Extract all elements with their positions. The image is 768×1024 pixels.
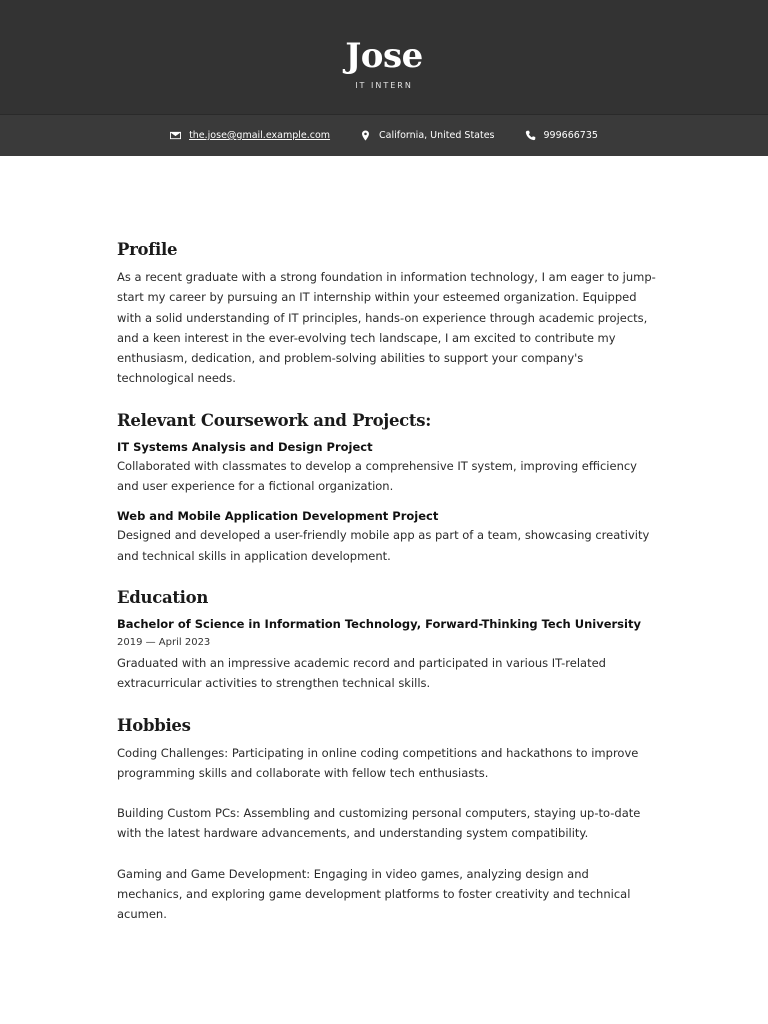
profile-section xyxy=(117,240,657,389)
hobby-item: Gaming and Game Development: Engaging in video games, analyzing design and mechanics, and exploring game development platforms to foster creativity and technical acumen. xyxy=(117,866,631,922)
contact-phone xyxy=(525,130,598,141)
section-heading-coursework: Relevant Coursework and Projects: xyxy=(117,410,432,430)
entry-description: Collaborated with classmates to develop a comprehensive IT system, improving efficiency and user experience for a fictional organization. xyxy=(117,458,637,494)
resume-body xyxy=(117,240,657,947)
degree-title: Bachelor of Science in Information Technology, Forward-Thinking Tech University xyxy=(117,616,641,631)
hobby-item: Coding Challenges: Participating in online coding competitions and hackathons to improve programming skills and collaborate with fellow tech enthusiasts. xyxy=(117,745,639,780)
entry-title: Web and Mobile Application Development Project xyxy=(117,509,439,524)
coursework-entry xyxy=(117,438,657,497)
envelope-icon xyxy=(170,130,181,141)
coursework-entry xyxy=(117,507,657,566)
phone-icon xyxy=(525,130,536,141)
contact-location xyxy=(360,130,494,141)
education-section xyxy=(117,588,657,694)
hobby-item: Building Custom PCs: Assembling and customizing personal computers, staying up-to-date with the latest hardware advancements, and understanding system compatibility. xyxy=(117,806,641,841)
hobbies-section xyxy=(117,716,657,925)
education-dates: 2019 — April 2023 xyxy=(117,636,211,648)
phone-text: 999666735 xyxy=(543,130,598,141)
contact-bar xyxy=(0,114,768,156)
resume-header xyxy=(0,0,768,114)
section-heading-profile: Profile xyxy=(117,240,178,259)
map-pin-icon xyxy=(360,130,371,141)
job-title: IT INTERN xyxy=(355,81,413,90)
section-heading-education: Education xyxy=(117,587,209,607)
coursework-section xyxy=(117,411,657,566)
section-heading-hobbies: Hobbies xyxy=(117,715,191,735)
email-link[interactable]: the.jose@gmail.example.com xyxy=(189,130,331,141)
entry-description: Designed and developed a user-friendly mobile app as part of a team, showcasing creativity and technical skills in application development. xyxy=(117,528,650,563)
entry-title: IT Systems Analysis and Design Project xyxy=(117,439,373,454)
education-description: Graduated with an impressive academic record and participated in various IT-related extracurricular activities to strengthen technical skills. xyxy=(117,655,606,691)
contact-email xyxy=(170,130,330,141)
location-text: California, United States xyxy=(379,130,495,141)
candidate-name: Jose xyxy=(345,36,423,76)
education-entry xyxy=(117,615,657,694)
profile-text: As a recent graduate with a strong foundation in information technology, I am eager to jump-start my career by pursuing an IT internship within your esteemed organization. Equipped with a solid understanding of IT principles, hands-on experience through academic projects, and a keen interest in the ever-evolving tech landscape, I am excited to contribute my enthusiasm, dedication, and problem-solving abilities to support your company's technological needs. xyxy=(117,270,656,386)
